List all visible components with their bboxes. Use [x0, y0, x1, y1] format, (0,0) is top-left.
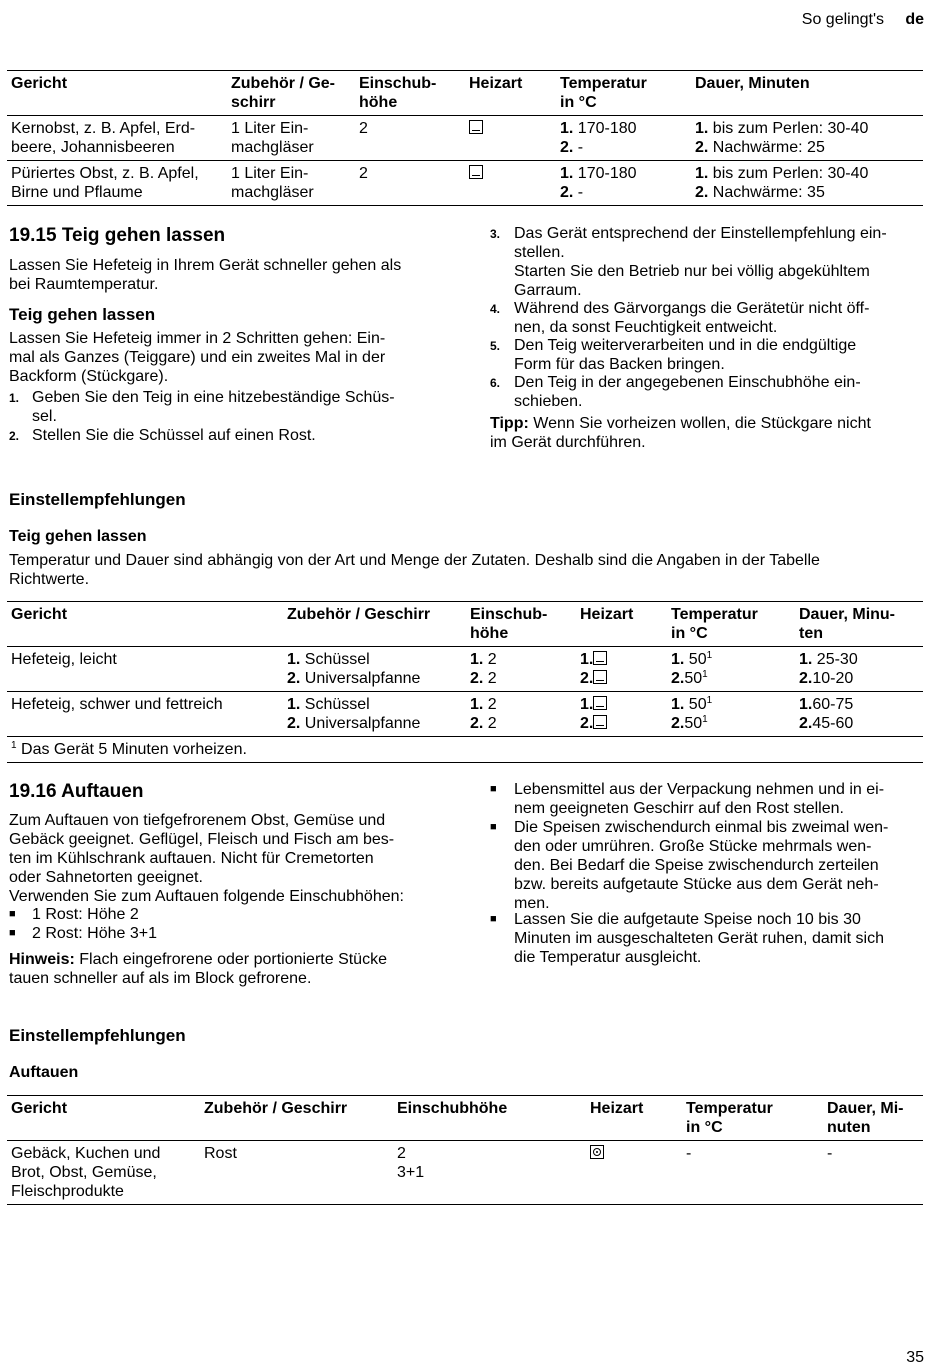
step-label: 1.: [799, 696, 813, 713]
step-label: 2.: [580, 715, 594, 732]
accessory-step-2: Universalpfanne: [304, 670, 421, 687]
step-number: 6.: [490, 376, 501, 390]
duration-cell: [795, 647, 923, 692]
running-header-title: So gelingt's: [801, 11, 884, 28]
level-cell: 2 3+1: [397, 1145, 425, 1181]
step-text: Geben Sie den Teig in eine hitzebeständige Schüs- sel.: [32, 389, 395, 425]
step-label: 1.: [287, 651, 301, 668]
duration-cell: [691, 161, 923, 206]
duration-step-1: 60-75: [812, 696, 854, 713]
col-header-level: Einschub- höhe: [470, 606, 548, 642]
list-item-text: Lebensmittel aus der Verpackung nehmen und in ei- nem geeigneten Geschirr auf den Rost stellen.: [514, 781, 885, 817]
step-text: Den Teig in der angegebenen Einschubhöhe ein- schieben.: [514, 374, 861, 410]
footnote-ref: 1: [706, 650, 713, 661]
temp-step-2: 50: [684, 670, 703, 687]
list-item: [490, 780, 930, 818]
temperature-cell: -: [686, 1145, 692, 1162]
bullet-icon: ■: [490, 913, 497, 925]
step-text: Das Gerät entsprechend der Einstellempfehlung ein- stellen. Starten Sie den Betrieb nur bei völlig abgekühltem Garraum.: [514, 225, 887, 299]
proofing-table: [7, 601, 923, 763]
level-step-1: 2: [487, 696, 497, 713]
section-body: Lassen Sie Hefeteig immer in 2 Schritten gehen: Ein- mal als Ganzes (Teiggare) und ein zweites Mal in der Backform (Stückgare).: [9, 330, 386, 385]
level-cell: 2: [359, 120, 368, 137]
step-label: 2.: [671, 670, 685, 687]
step-number: 3.: [490, 227, 501, 241]
temp-step-1: 170-180: [577, 165, 637, 182]
tip-text: Wenn Sie vorheizen wollen, die Stückgare nicht im Gerät durchführen.: [490, 415, 871, 451]
step-label: 1.: [470, 696, 484, 713]
bottom-heat-icon: [593, 670, 607, 684]
col-header-temperature: Temperatur in °C: [560, 75, 647, 111]
table-row: [7, 647, 923, 692]
footnote-ref: 1: [702, 669, 708, 680]
temperature-cell: [667, 647, 795, 692]
list-item-text: 1 Rost: Höhe 2: [32, 906, 139, 923]
temp-step-1: 170-180: [577, 120, 637, 137]
step-label: 2.: [560, 184, 574, 201]
temp-step-2: 50: [684, 715, 703, 732]
settings-body: Temperatur und Dauer sind abhängig von der Art und Menge der Zutaten. Deshalb sind die Angaben in der Tabelle Richtwerte.: [9, 552, 820, 588]
bottom-heat-icon: [593, 696, 607, 710]
step-label: 2.: [580, 670, 594, 687]
footnote-mark: 1: [11, 740, 17, 751]
step-label: 1.: [287, 696, 301, 713]
col-header-duration: Dauer, Mi- nuten: [827, 1100, 904, 1136]
dish-cell: Hefeteig, leicht: [11, 651, 117, 668]
temp-step-2: -: [577, 139, 584, 156]
list-item-text: 2 Rost: Höhe 3+1: [32, 925, 157, 942]
bullet-icon: ■: [490, 821, 497, 833]
tip-label: Tipp:: [490, 415, 529, 432]
step-label: 1.: [560, 120, 574, 137]
step-label: 2.: [287, 670, 301, 687]
section-intro: Lassen Sie Hefeteig in Ihrem Gerät schneller gehen als bei Raumtemperatur.: [9, 257, 402, 293]
duration-cell: [795, 692, 923, 737]
col-header-accessory: Zubehör / Geschirr: [287, 606, 431, 623]
section-heading-19-15: 19.15 Teig gehen lassen: [9, 225, 226, 246]
level-step-2: 2: [487, 715, 497, 732]
settings-subheading: Auftauen: [9, 1064, 79, 1081]
note-paragraph: [9, 950, 459, 988]
accessory-cell: 1 Liter Ein- machgläser: [231, 165, 314, 201]
settings-subheading: Teig gehen lassen: [9, 528, 147, 545]
col-header-dish: Gericht: [11, 75, 68, 92]
bottom-heat-icon: [593, 715, 607, 729]
step-item: [9, 426, 449, 445]
step-number: 5.: [490, 339, 501, 353]
table-header-row: [7, 1096, 923, 1141]
step-item: [490, 224, 930, 300]
step-label: 2.: [799, 715, 813, 732]
col-header-accessory: Zubehör / Ge- schirr: [231, 75, 335, 111]
dish-cell: Kernobst, z. B. Apfel, Erd- beere, Johannisbeeren: [11, 120, 196, 156]
list-item: [9, 905, 449, 924]
step-item: [490, 336, 930, 374]
col-header-dish: Gericht: [11, 1100, 68, 1117]
duration-cell: [691, 116, 923, 161]
step-label: 1.: [580, 651, 594, 668]
dish-cell: Gebäck, Kuchen und Brot, Obst, Gemüse, Fleischprodukte: [11, 1145, 161, 1200]
settings-heading: Einstellempfehlungen: [9, 1026, 186, 1045]
heating-cell: [465, 116, 556, 161]
list-item: [9, 924, 449, 943]
duration-cell: -: [827, 1145, 833, 1162]
step-label: 1.: [580, 696, 594, 713]
temperature-cell: [667, 692, 795, 737]
col-header-level: Einschub- höhe: [359, 75, 437, 111]
step-label: 1.: [671, 696, 685, 713]
bullet-icon: ■: [9, 908, 16, 920]
table-row: [7, 1141, 923, 1205]
level-cell: 2: [359, 165, 368, 182]
duration-step-2: Nachwärme: 25: [712, 139, 825, 156]
col-header-level: Einschubhöhe: [397, 1100, 508, 1117]
step-label: 2.: [671, 715, 685, 732]
accessory-step-1: Schüssel: [304, 651, 370, 668]
footnote-text: Das Gerät 5 Minuten vorheizen.: [21, 741, 247, 758]
col-header-duration: Dauer, Minuten: [695, 75, 810, 92]
section-heading-19-16: 19.16 Auftauen: [9, 781, 144, 802]
bullet-icon: ■: [9, 927, 16, 939]
step-label: 2.: [799, 670, 813, 687]
heating-cell: [465, 161, 556, 206]
col-header-heating: Heizart: [580, 606, 634, 623]
temperature-cell: [556, 116, 691, 161]
table-row: [7, 161, 923, 206]
level-step-2: 2: [487, 670, 497, 687]
col-header-temperature: Temperatur in °C: [686, 1100, 773, 1136]
step-label: 1.: [560, 165, 574, 182]
step-label: 1.: [695, 165, 709, 182]
col-header-duration: Dauer, Minu- ten: [799, 606, 896, 642]
subheading-teig-gehen-lassen: Teig gehen lassen: [9, 305, 156, 324]
list-item-text: Lassen Sie die aufgetaute Speise noch 10 bis 30 Minuten im ausgeschalteten Gerät ruhen, damit sich die Temperatur ausgleicht.: [514, 911, 884, 966]
table-header-row: [7, 602, 923, 647]
tip-paragraph: [490, 414, 930, 452]
settings-heading: Einstellempfehlungen: [9, 490, 186, 509]
language-code: de: [905, 11, 924, 28]
accessory-cell: [283, 692, 466, 737]
col-header-dish: Gericht: [11, 606, 68, 623]
step-number: 1.: [9, 391, 20, 405]
defrost-fan-icon: [590, 1145, 604, 1159]
col-header-heating: Heizart: [590, 1100, 644, 1117]
step-item: [490, 373, 930, 411]
step-number: 4.: [490, 302, 501, 316]
step-label: 2.: [470, 715, 484, 732]
duration-step-1: bis zum Perlen: 30-40: [712, 120, 869, 137]
duration-step-2: Nachwärme: 35: [712, 184, 825, 201]
temp-step-1: 50: [688, 651, 707, 668]
table-row: [7, 116, 923, 161]
step-label: 2.: [560, 139, 574, 156]
col-header-heating: Heizart: [469, 75, 523, 92]
step-label: 1.: [695, 120, 709, 137]
accessory-step-2: Universalpfanne: [304, 715, 421, 732]
duration-step-1: bis zum Perlen: 30-40: [712, 165, 869, 182]
heating-cell: [576, 692, 667, 737]
level-cell: [466, 692, 576, 737]
bullet-icon: ■: [490, 783, 497, 795]
list-item: [490, 910, 930, 967]
col-header-accessory: Zubehör / Geschirr: [204, 1100, 348, 1117]
step-number: 2.: [9, 429, 20, 443]
temp-step-1: 50: [688, 696, 707, 713]
duration-step-1: 25-30: [816, 651, 858, 668]
step-item: [9, 388, 449, 426]
accessory-step-1: Schüssel: [304, 696, 370, 713]
dish-cell: Püriertes Obst, z. B. Apfel, Birne und Pflaume: [11, 165, 199, 201]
step-text: Den Teig weiterverarbeiten und in die endgültige Form für das Backen bringen.: [514, 337, 857, 373]
bottom-heat-icon: [593, 651, 607, 665]
table-header-row: [7, 71, 923, 116]
accessory-cell: [283, 647, 466, 692]
duration-step-2: 10-20: [812, 670, 854, 687]
col-header-temperature: Temperatur in °C: [671, 606, 758, 642]
preserving-table: [7, 70, 923, 206]
level-cell: [466, 647, 576, 692]
step-label: 2.: [695, 139, 709, 156]
level-step-1: 2: [487, 651, 497, 668]
defrost-table: [7, 1095, 923, 1205]
bottom-heat-icon: [469, 165, 483, 179]
step-text: Während des Gärvorgangs die Gerätetür nicht öff- nen, da sonst Feuchtigkeit entweicht.: [514, 300, 870, 336]
heating-cell: [576, 647, 667, 692]
step-label: 1.: [470, 651, 484, 668]
step-label: 1.: [671, 651, 685, 668]
footnote-ref: 1: [706, 695, 713, 706]
note-text: Flach eingefrorene oder portionierte Stücke tauen schneller auf als im Block gefrorene.: [9, 951, 387, 987]
accessory-cell: Rost: [204, 1145, 237, 1162]
duration-step-2: 45-60: [812, 715, 854, 732]
temp-step-2: -: [577, 184, 584, 201]
temperature-cell: [556, 161, 691, 206]
footnote-ref: 1: [702, 714, 708, 725]
page-number: 35: [906, 1349, 924, 1366]
step-text: Stellen Sie die Schüssel auf einen Rost.: [32, 427, 316, 444]
heating-cell: [586, 1141, 682, 1205]
step-label: 2.: [695, 184, 709, 201]
footnote: [7, 737, 923, 763]
footnote-row: [7, 737, 923, 763]
section-body: Zum Auftauen von tiefgefrorenem Obst, Gemüse und Gebäck geeignet. Geflügel, Fleisch und Fisch am bes- ten im Kühlschrank auftauen. Nicht für Cremetorten oder Sahnetorten geeignet. Verwenden Sie zum Auftauen folgende Einschubhöhen:: [9, 812, 404, 905]
list-item: [490, 818, 930, 913]
step-label: 2.: [287, 715, 301, 732]
list-item-text: Die Speisen zwischendurch einmal bis zweimal wen- den oder umrühren. Große Stücke mehrmals wen- den. Bei Bedarf die Speise zwischendurch zerteilen bzw. bereits aufgetaute Stücke aus dem Gerät neh- men.: [514, 819, 889, 912]
dish-cell: Hefeteig, schwer und fettreich: [11, 696, 223, 713]
accessory-cell: 1 Liter Ein- machgläser: [231, 120, 314, 156]
table-row: [7, 692, 923, 737]
step-label: 2.: [470, 670, 484, 687]
bottom-heat-icon: [469, 120, 483, 134]
step-label: 1.: [799, 651, 813, 668]
note-label: Hinweis:: [9, 951, 75, 968]
step-item: [490, 299, 930, 337]
